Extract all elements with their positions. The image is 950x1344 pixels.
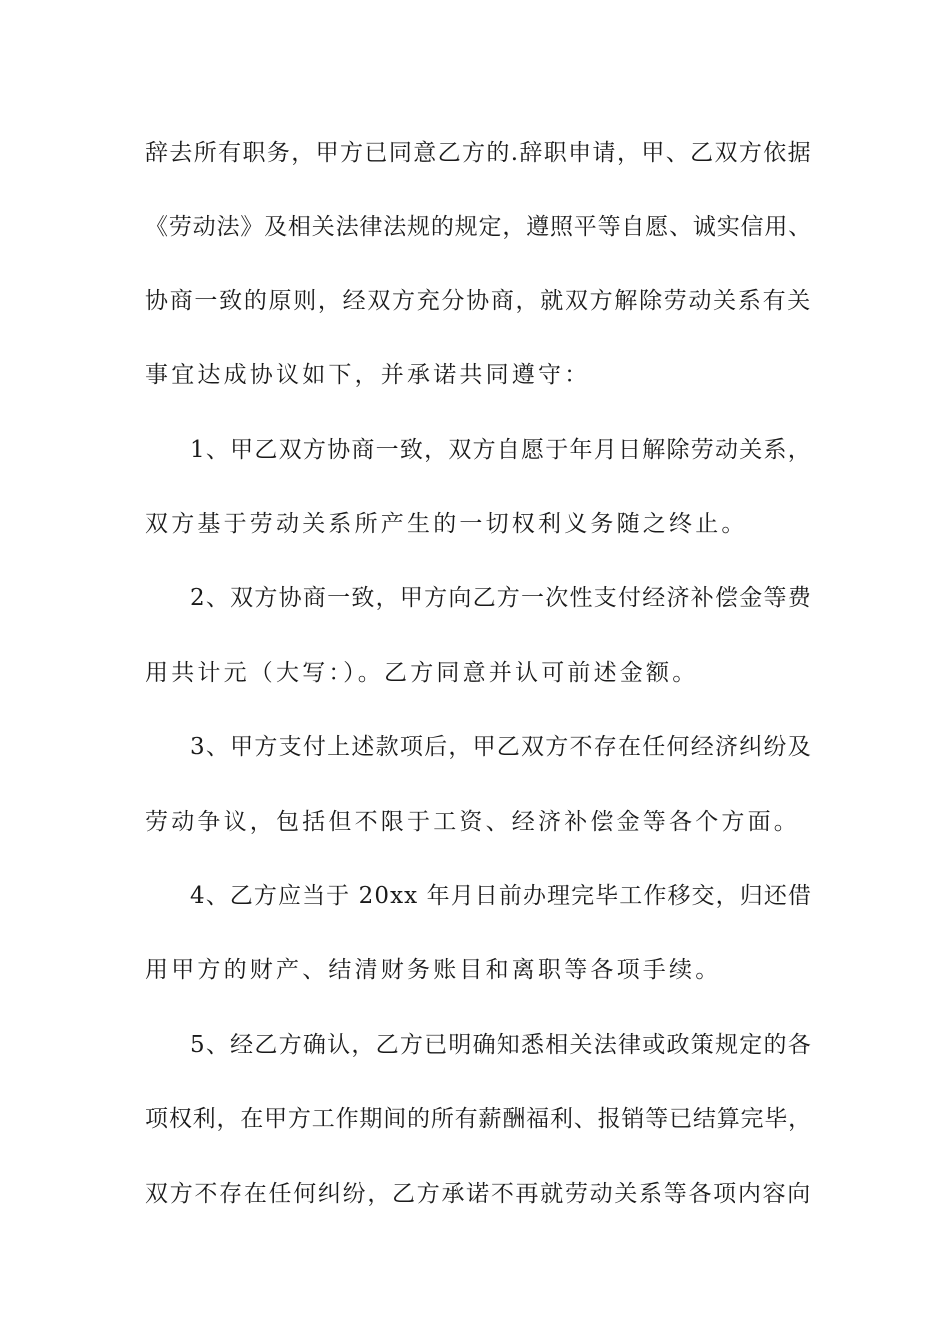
text-line bbox=[0, 727, 950, 767]
text-line bbox=[0, 802, 950, 842]
text-line bbox=[0, 281, 950, 321]
text-line-content: 劳动争议，包括但不限于工资、经济补偿金等各个方面。 bbox=[145, 809, 800, 835]
text-line bbox=[0, 207, 950, 247]
text-line-content: 双方基于劳动关系所产生的一切权利义务随之终止。 bbox=[145, 511, 748, 537]
text-line bbox=[0, 1025, 950, 1065]
text-line-content: 3、甲方支付上述款项后，甲乙双方不存在任何经济纠纷及 bbox=[190, 734, 812, 760]
text-line bbox=[0, 133, 950, 173]
text-line-content: 1、甲乙双方协商一致，双方自愿于年月日解除劳动关系， bbox=[190, 437, 812, 463]
text-line bbox=[0, 1099, 950, 1139]
text-line-content: 项权利，在甲方工作期间的所有薪酬福利、报销等已结算完毕， bbox=[145, 1106, 812, 1132]
text-line-content: 辞去所有职务，甲方已同意乙方的.辞职申请，甲、乙双方依据 bbox=[145, 140, 812, 166]
text-line-content: 5、经乙方确认，乙方已明确知悉相关法律或政策规定的各 bbox=[190, 1032, 812, 1058]
text-line bbox=[0, 950, 950, 990]
text-line bbox=[0, 355, 950, 395]
text-line bbox=[0, 1174, 950, 1214]
text-line-content: 事宜达成协议如下，并承诺共同遵守： bbox=[145, 362, 591, 388]
text-line bbox=[0, 504, 950, 544]
text-line-content: 4、乙方应当于 20xx 年月日前办理完毕工作移交，归还借 bbox=[190, 883, 812, 909]
text-line bbox=[0, 653, 950, 693]
text-line-content: 协商一致的原则，经双方充分协商，就双方解除劳动关系有关 bbox=[145, 288, 812, 314]
text-line bbox=[0, 578, 950, 618]
text-line bbox=[0, 430, 950, 470]
text-line-content: 用共计元（大写：）。乙方同意并认可前述金额。 bbox=[145, 660, 699, 686]
text-line-content: 用甲方的财产、结清财务账目和离职等各项手续。 bbox=[145, 957, 722, 983]
text-line-content: 《劳动法》及相关法律法规的规定，遵照平等自愿、诚实信用、 bbox=[145, 214, 812, 240]
text-line-content: 2、双方协商一致，甲方向乙方一次性支付经济补偿金等费 bbox=[190, 585, 812, 611]
text-line bbox=[0, 876, 950, 916]
text-line-content: 双方不存在任何纠纷，乙方承诺不再就劳动关系等各项内容向 bbox=[145, 1181, 812, 1207]
